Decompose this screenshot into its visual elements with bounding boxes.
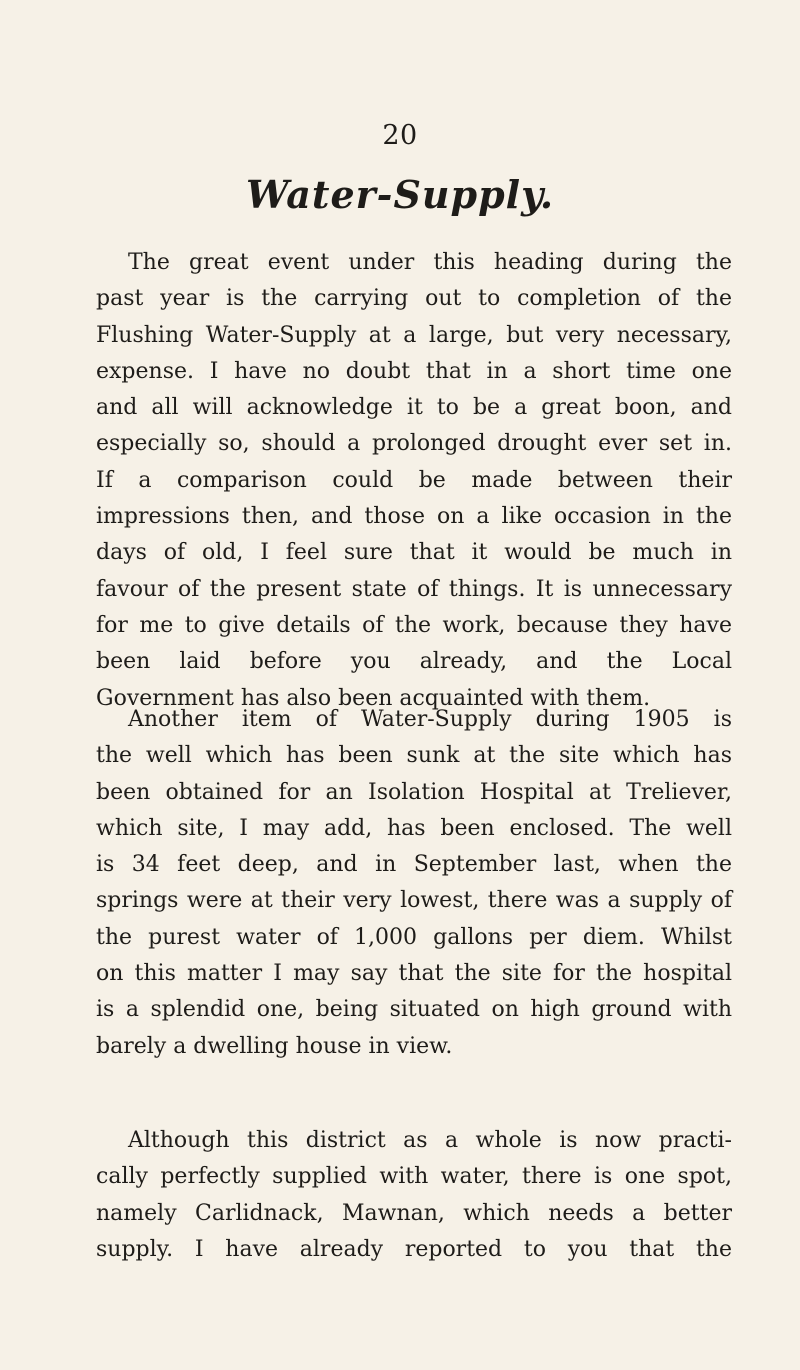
text-line: especially so, should a prolonged drought ever set in. — [96, 431, 732, 457]
text-line: the well which has been sunk at the site which has — [96, 743, 732, 769]
text-line: Flushing Water-Supply at a large, but very necessary, — [96, 322, 732, 348]
text-line: the purest water of 1,000 gallons per diem. Whilst — [96, 924, 732, 950]
text-line: namely Carlidnack, Mawnan, which needs a better — [96, 1200, 732, 1226]
text-line: impressions then, and those on a like occasion in the — [96, 504, 732, 530]
text-line: springs were at their very lowest, there was a supply of — [96, 888, 732, 914]
text-line: Government has also been acquainted with them. — [96, 685, 651, 711]
text-line: expense. I have no doubt that in a short time one — [96, 358, 732, 384]
text-line: barely a dwelling house in view. — [96, 1033, 453, 1059]
text-line: is a splendid one, being situated on high ground with — [96, 997, 732, 1023]
text-line: cally perfectly supplied with water, there is one spot, — [96, 1164, 732, 1190]
text-line: on this matter I may say that the site for the hospital — [96, 961, 732, 987]
paragraph — [96, 245, 732, 717]
text-line: and all will acknowledge it to be a great boon, and — [96, 395, 732, 421]
text-line: been laid before you already, and the Local — [96, 649, 732, 675]
text-line: Another item of Water-Supply during 1905 is — [128, 707, 732, 732]
text-line: favour of the present state of things. It is unnecessary — [96, 576, 732, 602]
text-line: supply. I have already reported to you that the — [96, 1236, 732, 1262]
text-line: for me to give details of the work, because they have — [96, 612, 732, 638]
text-line: Although this district as a whole is now practi- — [128, 1128, 732, 1153]
text-line: is 34 feet deep, and in September last, when the — [96, 852, 732, 878]
page-number: 20 — [382, 120, 418, 151]
text-line: days of old, I feel sure that it would be much in — [96, 540, 732, 566]
text-line: If a comparison could be made between their — [96, 467, 732, 493]
paragraph — [96, 1123, 732, 1268]
text-line: The great event under this heading during the — [128, 250, 732, 275]
text-line: which site, I may add, has been enclosed. The well — [96, 815, 732, 841]
paragraph — [96, 702, 732, 1065]
text-line: past year is the carrying out to completion of the — [96, 286, 732, 312]
text-line: been obtained for an Isolation Hospital at Treliever, — [96, 779, 732, 805]
section-heading: Water-Supply. — [245, 172, 555, 217]
